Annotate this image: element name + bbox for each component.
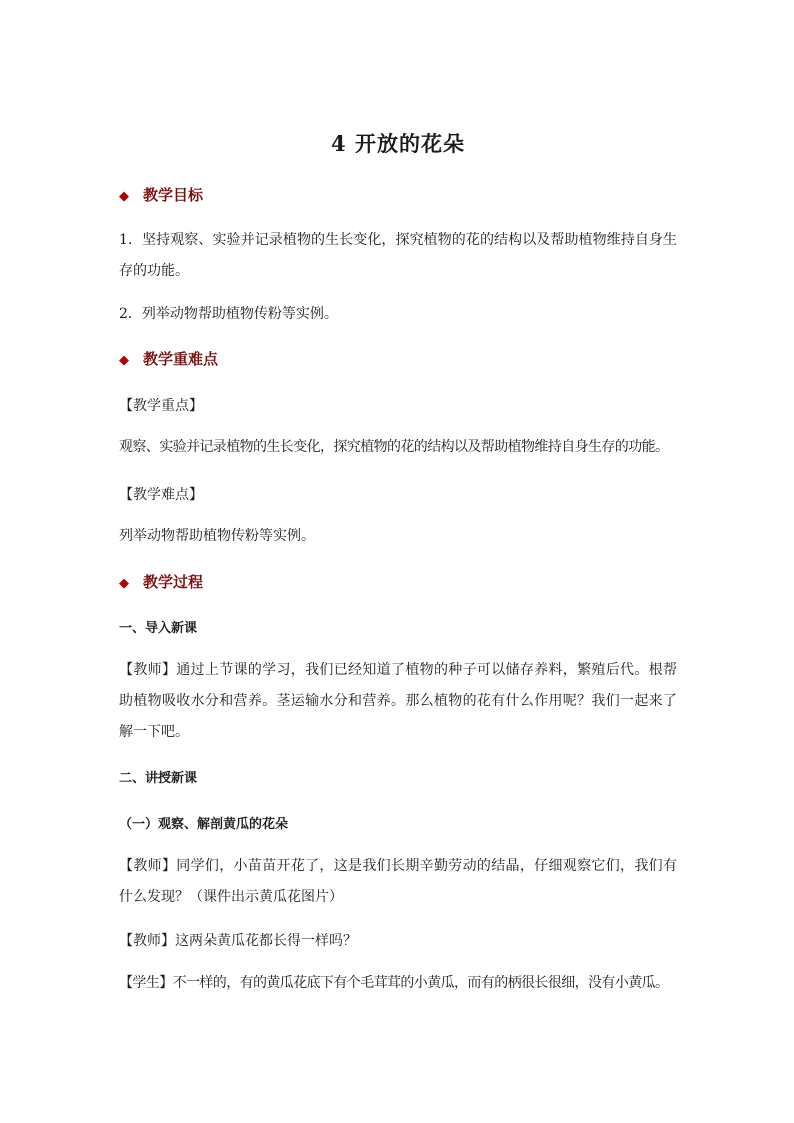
diamond-bullet-icon: ◆ [119,353,129,368]
speaker-label: 【教师】 [119,858,177,874]
dialog-text: 这两朵黄瓜花都长得一样吗？ [175,933,357,949]
difficulty-text: 列举动物帮助植物传粉等实例。 [119,528,315,544]
diamond-bullet-icon: ◆ [119,189,129,204]
step1-heading: 一、导入新课 [119,621,198,636]
difficulty-label: 【教学难点】 [119,487,203,503]
step1-text: 通过上节课的学习，我们已经知道了植物的种子可以储存养料，繁殖后代。根帮助植物吸收水分和营养。茎运输水分和营养。那么植物的花有什么作用呢？我们一起来了解一下吧。 [119,662,678,740]
speaker-label: 【教师】 [119,662,177,678]
section-heading-keypoints [119,348,218,369]
diamond-bullet-icon: ◆ [119,576,129,591]
sub1-heading: （一）观察、解剖黄瓜的花朵 [119,817,289,832]
dialog-line-3 [119,968,679,999]
section-heading-goals [119,184,203,205]
step1-paragraph [119,655,677,748]
section-heading-process [119,571,203,592]
dialog-line-2 [119,926,677,957]
section-heading-text: 教学过程 [143,573,204,591]
step2-heading: 二、讲授新课 [119,771,198,786]
goal-item-1: 1．坚持观察、实验并记录植物的生长变化，探究植物的花的结构以及帮助植物维持自身生存的功能。 [119,232,677,279]
dialog-text: 同学们，小苗苗开花了，这是我们长期辛勤劳动的结晶，仔细观察它们，我们有什么发现？（课件出示黄瓜花图片） [119,858,678,905]
focus-text: 观察、实验并记录植物的生长变化，探究植物的花的结构以及帮助植物维持自身生存的功能。 [119,439,669,455]
page-title: 4 开放的花朵 [331,131,465,156]
speaker-label: 【学生】 [119,975,173,991]
section-heading-text: 教学目标 [143,186,204,204]
section-heading-text: 教学重难点 [143,350,219,368]
dialog-line-1 [119,851,677,913]
focus-label: 【教学重点】 [119,398,203,414]
speaker-label: 【教师】 [119,933,175,949]
goal-item-2: 2．列举动物帮助植物传粉等实例。 [119,306,338,322]
dialog-text: 不一样的，有的黄瓜花底下有个毛茸茸的小黄瓜，而有的柄很长很细，没有小黄瓜。 [172,975,669,991]
